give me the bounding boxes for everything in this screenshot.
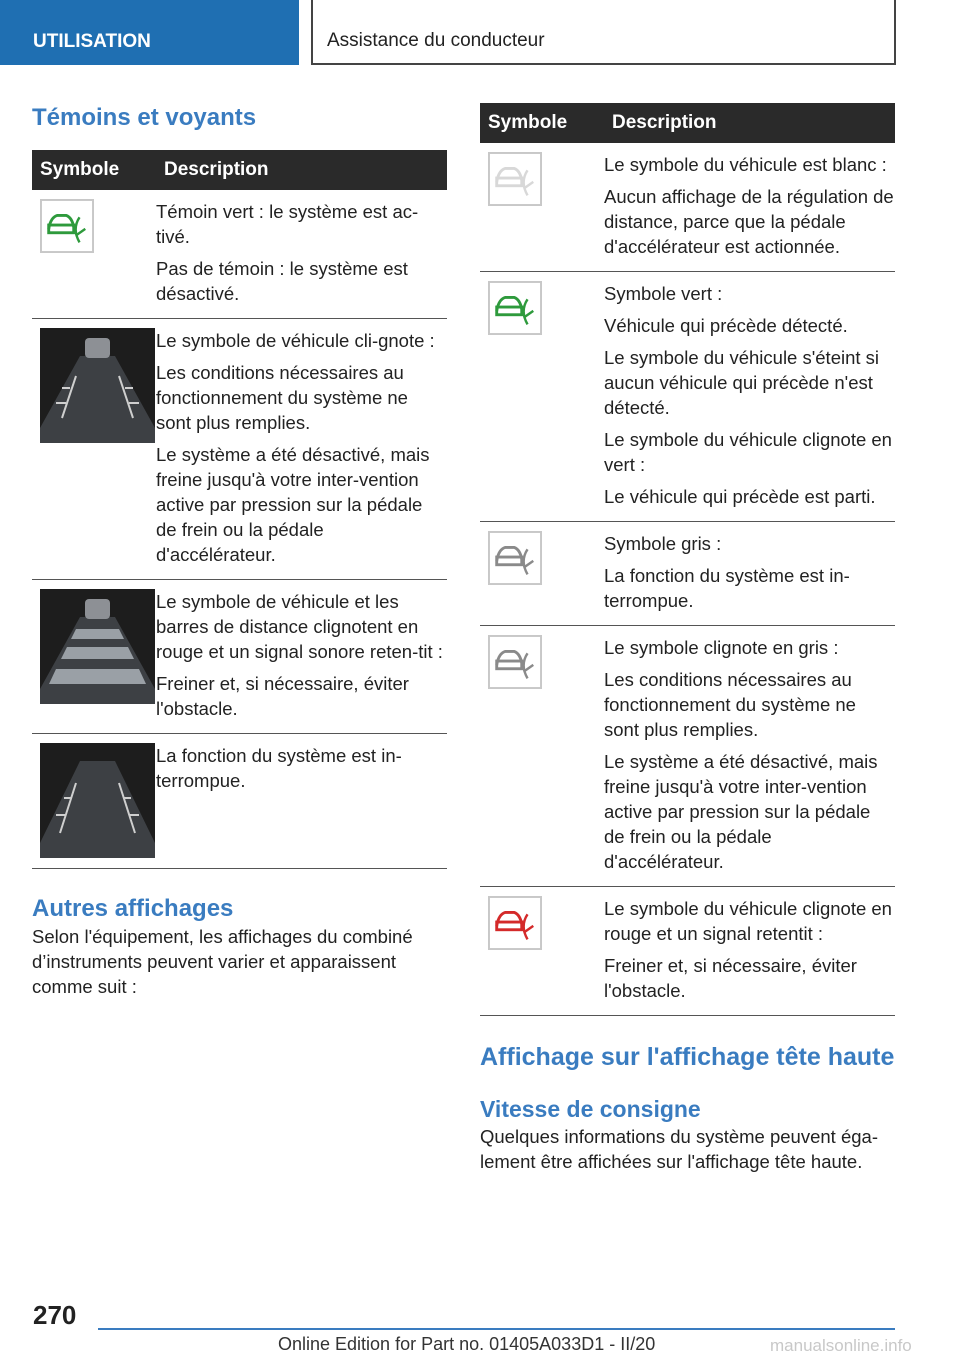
row-text: Le symbole du véhicule clignote en rouge et un signal retentit : <box>604 898 892 944</box>
page-number: 270 <box>33 1300 77 1330</box>
header-chapter <box>311 0 896 65</box>
row-text: Symbole gris : <box>604 533 722 554</box>
table-header-row <box>32 150 447 190</box>
row-text: Le symbole de véhicule cli-gnote : <box>156 330 435 351</box>
section-title-autres: Autres affichages <box>32 895 234 922</box>
table-header-row <box>480 103 895 143</box>
section-title-vitesse: Vitesse de consigne <box>480 1096 701 1122</box>
right-symbol-table <box>480 103 895 1016</box>
table-row <box>32 734 447 869</box>
row-text: Aucun affichage de la régulation de distance, parce que la pédale d'accélérateur est actionnée. <box>604 186 894 257</box>
header-chapter-label: Assistance du conducteur <box>327 30 545 51</box>
car-distance-white-icon <box>488 152 542 206</box>
header-section <box>0 0 299 65</box>
table-row <box>480 143 895 272</box>
table-row <box>32 580 447 734</box>
row-text: Véhicule qui précède détecté. <box>604 315 848 336</box>
row-text: Les conditions nécessaires au fonctionnement du système ne sont plus remplies. <box>156 362 408 433</box>
road-lanes-empty-icon <box>40 743 155 858</box>
row-text: Pas de témoin : le système est désactivé. <box>156 258 408 304</box>
row-text: Freiner et, si nécessaire, éviter l'obstacle. <box>156 673 409 719</box>
col-header-symbol: Symbole <box>480 103 604 143</box>
row-text: Le système a été désactivé, mais freine jusqu'à votre inter-vention active par pression sur la pédale de frein ou la pédale d'accélérateur. <box>604 751 878 872</box>
row-text: La fonction du système est in-terrompue. <box>156 745 402 791</box>
row-text: Le symbole du véhicule s'éteint si aucun véhicule qui précède n'est détecté. <box>604 347 880 418</box>
col-header-description: Description <box>604 103 895 143</box>
section-title-temoins: Témoins et voyants <box>32 104 257 131</box>
row-text: La fonction du système est in-terrompue. <box>604 565 850 611</box>
row-text: Symbole vert : <box>604 283 723 304</box>
road-distance-bars-icon <box>40 589 155 704</box>
row-text: Le système a été désactivé, mais freine jusqu'à votre inter-vention active par pression sur la pédale de frein ou la pédale d'accélérateur. <box>156 444 430 565</box>
table-row <box>480 887 895 1016</box>
row-text: Témoin vert : le système est ac-tivé. <box>156 201 419 247</box>
right-column <box>480 103 895 1174</box>
header-section-label: UTILISATION <box>33 31 151 52</box>
setpoint-text: Quelques informations du système peuvent éga-lement être affichées sur l'affichage tête haute. <box>480 1126 878 1172</box>
row-text: Le symbole du véhicule est blanc : <box>604 154 887 175</box>
footer-edition: Online Edition for Part no. 01405A033D1 - II/20 <box>278 1334 656 1354</box>
row-text: Le symbole de véhicule et les barres de distance clignotent en rouge et un signal sonore reten-tit : <box>156 591 443 662</box>
left-column <box>32 103 447 999</box>
row-text: Le véhicule qui précède est parti. <box>604 486 876 507</box>
col-header-description: Description <box>156 150 447 190</box>
car-distance-green-icon <box>40 199 94 253</box>
col-header-symbol: Symbole <box>32 150 156 190</box>
car-distance-gray-icon <box>488 531 542 585</box>
row-text: Le symbole clignote en gris : <box>604 637 839 658</box>
road-lanes-car-icon <box>40 328 155 443</box>
watermark: manualsonline.info <box>770 1336 912 1355</box>
row-text: Le symbole du véhicule clignote en vert : <box>604 429 892 475</box>
car-distance-gray-icon <box>488 635 542 689</box>
table-row <box>480 626 895 887</box>
left-symbol-table <box>32 150 447 869</box>
table-row <box>32 319 447 580</box>
car-distance-green-icon <box>488 281 542 335</box>
other-text: Selon l'équipement, les affichages du combiné d’instruments peuvent varier et apparaissent comme suit : <box>32 926 413 997</box>
footer-divider <box>98 1328 895 1330</box>
table-row <box>480 522 895 626</box>
car-distance-red-icon <box>488 896 542 950</box>
table-row <box>480 272 895 522</box>
row-text: Freiner et, si nécessaire, éviter l'obstacle. <box>604 955 857 1001</box>
table-row <box>32 190 447 319</box>
section-title-hud: Affichage sur l'affichage tête haute <box>480 1043 895 1071</box>
row-text: Les conditions nécessaires au fonctionnement du système ne sont plus remplies. <box>604 669 856 740</box>
